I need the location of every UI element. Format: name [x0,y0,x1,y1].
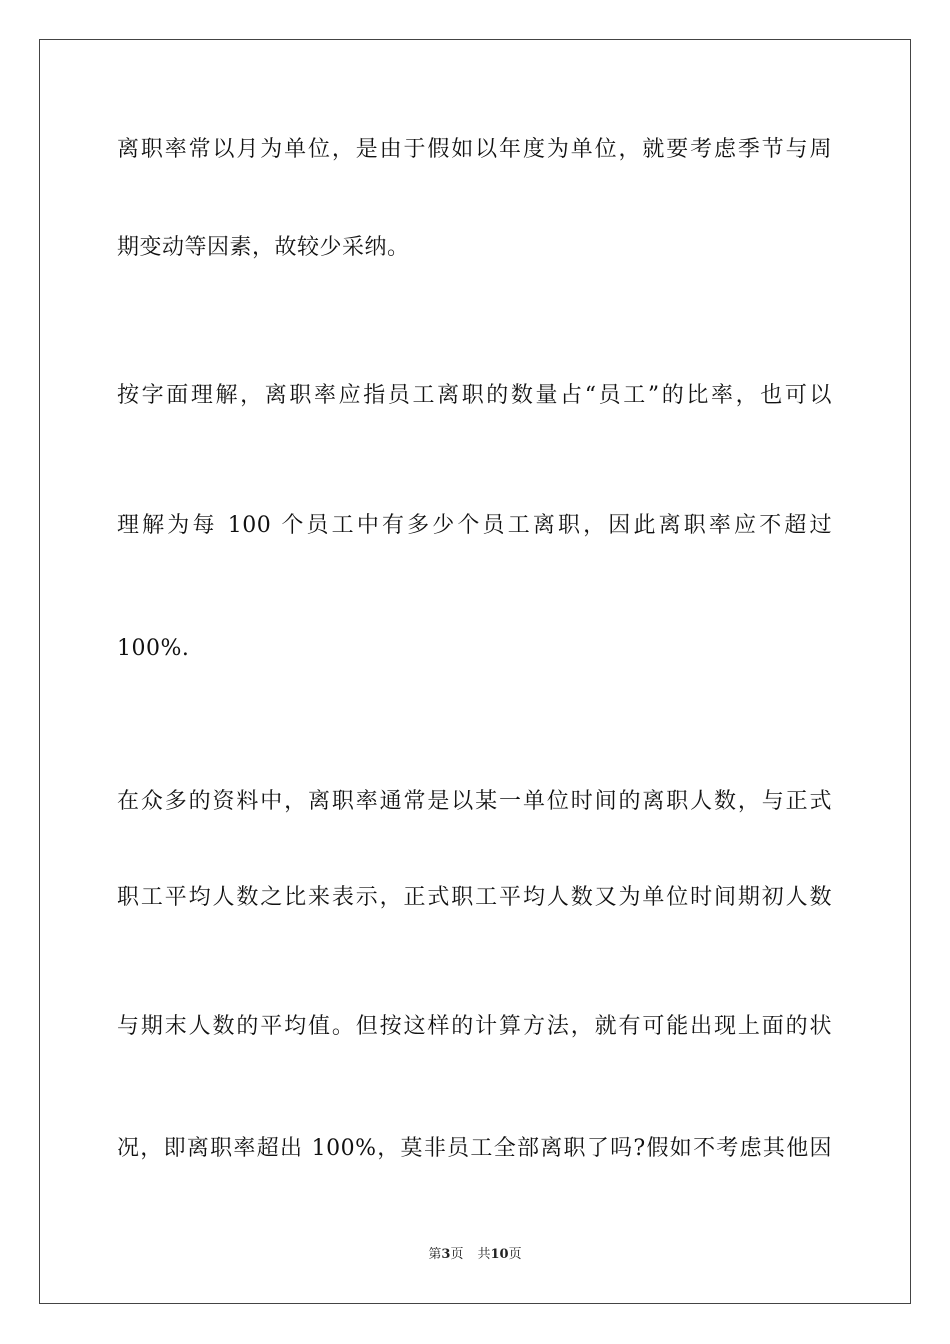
body-line-1: 离职率常以月为单位，是由于假如以年度为单位，就要考虑季节与周 [117,137,832,162]
body-line-2: 期变动等因素，故较少采纳。 [117,235,410,260]
body-line-9: 况，即离职率超出 100%，莫非员工全部离职了吗?假如不考虑其他因 [117,1136,832,1161]
body-line-4: 理解为每 100 个员工中有多少个员工离职，因此离职率应不超过 [117,513,832,538]
footer-total-prefix: 共 [477,1247,491,1262]
page-border [39,39,911,1304]
footer-page-number: 3 [441,1247,451,1262]
footer-total-suffix: 页 [508,1247,522,1262]
body-line-3: 按字面理解，离职率应指员工离职的数量占“员工”的比率，也可以 [117,383,832,408]
body-line-5: 100%. [117,636,190,661]
body-line-6: 在众多的资料中，离职率通常是以某一单位时间的离职人数，与正式 [117,789,832,814]
body-line-7: 职工平均人数之比来表示，正式职工平均人数又为单位时间期初人数 [117,885,832,910]
footer-page-prefix: 第 [428,1247,442,1262]
footer-page-suffix: 页 [450,1247,464,1262]
page-footer [0,1246,950,1264]
footer-total-pages: 10 [490,1247,509,1262]
body-line-8: 与期末人数的平均值。但按这样的计算方法，就有可能出现上面的状 [117,1014,832,1039]
